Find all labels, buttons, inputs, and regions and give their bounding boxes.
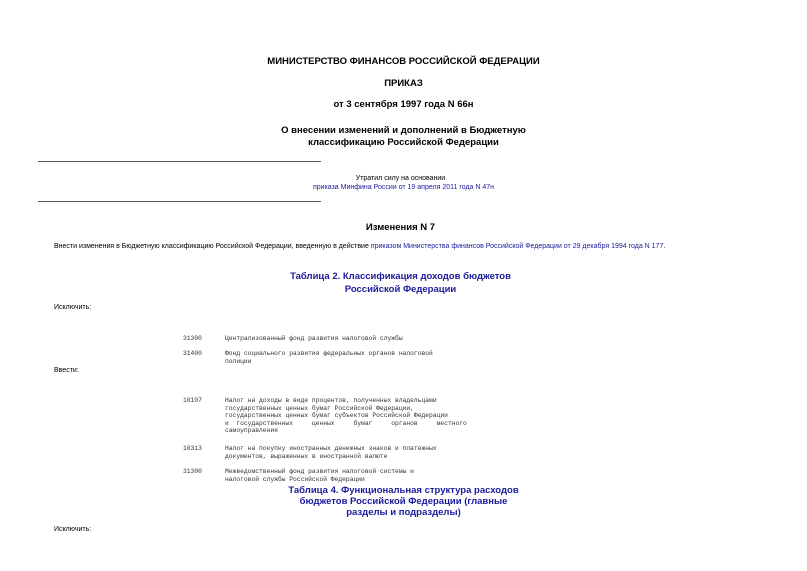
table2-title-line2: Российской Федерации bbox=[344, 284, 457, 295]
table2-title-line1: Таблица 2. Классификация доходов бюджетов bbox=[290, 271, 511, 282]
table4-title-line3: разделы и подразделы) bbox=[346, 507, 461, 518]
status-text: Утратил силу на основании bbox=[355, 175, 446, 182]
introduced-code-2: 10313 bbox=[183, 445, 202, 452]
exclude-label: Исключить: bbox=[54, 304, 92, 311]
status-link-wrap bbox=[0, 184, 807, 191]
divider-bottom bbox=[38, 201, 321, 202]
order-177-link[interactable]: приказом Министерства финансов Российской Федерации от 29 декабря 1994 года N 177 bbox=[370, 243, 664, 250]
introduced-text-1: Налог на доходы в виде процентов, полученных владельцами государственных ценных бумаг Российской Федерации, государственных ценных бумаг субъектов Российской Федерации и государственных ценных бумаг органов местного самоуправления bbox=[225, 397, 467, 435]
changes-heading: Изменения N 7 bbox=[365, 222, 436, 233]
doc-type: ПРИКАЗ bbox=[384, 78, 423, 89]
excluded-code-1: 31300 bbox=[183, 335, 202, 342]
introduced-code-1: 10107 bbox=[183, 397, 202, 404]
exclude-label-2: Исключить: bbox=[54, 526, 92, 533]
table4-title-line1: Таблица 4. Функциональная структура расходов bbox=[288, 485, 519, 496]
intro-end: . bbox=[663, 243, 666, 250]
doc-title-line1: О внесении изменений и дополнений в Бюджетную bbox=[281, 125, 526, 136]
doc-title-line2: классификацию Российской Федерации bbox=[308, 137, 499, 148]
intro-text: Внести изменения в Бюджетную классификацию Российской Федерации, введенную в действие bbox=[54, 243, 371, 250]
doc-date-number: от 3 сентября 1997 года N 66н bbox=[333, 99, 474, 110]
ministry-heading: МИНИСТЕРСТВО ФИНАНСОВ РОССИЙСКОЙ ФЕДЕРАЦИИ bbox=[267, 56, 540, 67]
introduce-label: Ввести: bbox=[54, 367, 79, 374]
introduced-code-3: 31300 bbox=[183, 468, 202, 475]
excluded-code-2: 31400 bbox=[183, 350, 202, 357]
excluded-text-1: Централизованный фонд развития налоговой службы bbox=[225, 335, 403, 342]
introduced-text-2: Налог на покупку иностранных денежных знаков и платежных документов, выраженных в иностранной валюте bbox=[225, 445, 437, 460]
repeal-order-link[interactable]: приказа Минфина России от 19 апреля 2011 года N 47н bbox=[312, 184, 495, 191]
introduced-text-3: Межведомственный фонд развития налоговой системы и налоговой службы Российской Федерации bbox=[225, 468, 414, 483]
table4-title-line2: бюджетов Российской Федерации (главные bbox=[299, 496, 508, 507]
excluded-text-2: Фонд социального развития федеральных органов налоговой полиции bbox=[225, 350, 433, 365]
intro-paragraph bbox=[54, 243, 665, 250]
divider-top bbox=[38, 161, 321, 162]
